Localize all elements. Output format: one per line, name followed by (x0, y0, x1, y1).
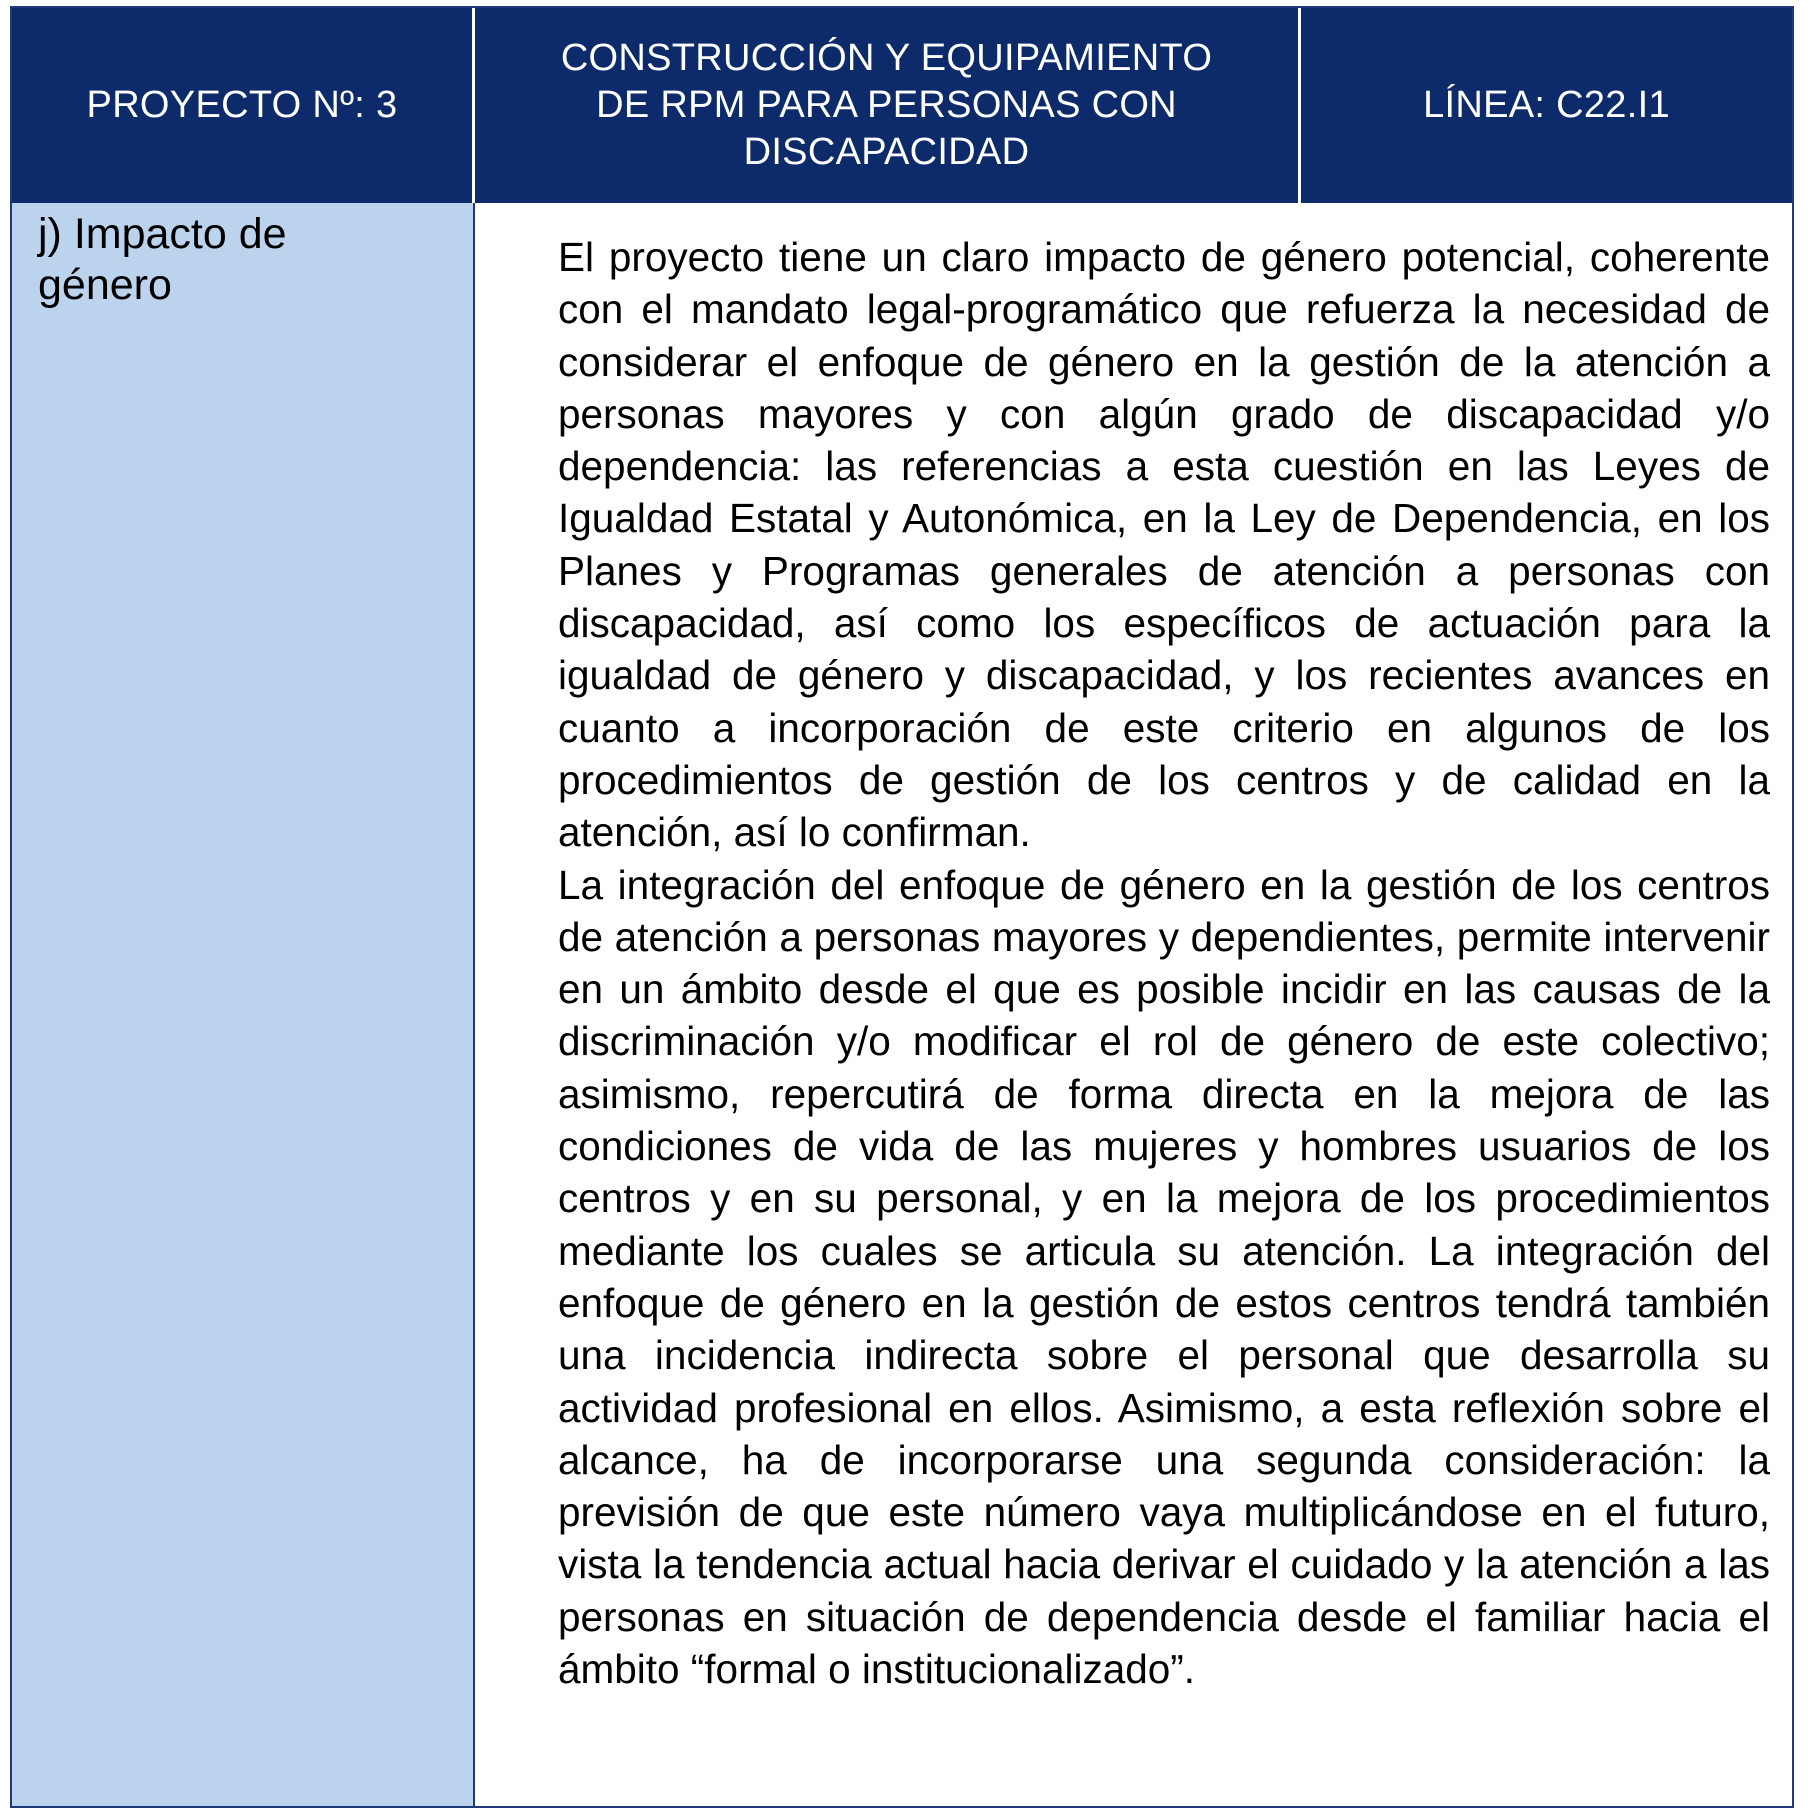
section-content-cell (475, 203, 1792, 1806)
project-title-line: DE RPM PARA PERSONAS CON (596, 84, 1177, 126)
project-title (561, 35, 1212, 176)
line-code-cell (1301, 8, 1792, 203)
section-label-line: j) Impacto de (38, 210, 287, 258)
project-sheet-table (10, 6, 1794, 1808)
table-header (12, 8, 1792, 203)
line-code-label: LÍNEA: C22.I1 (1423, 84, 1670, 126)
project-title-line: CONSTRUCCIÓN Y EQUIPAMIENTO (560, 37, 1213, 79)
content-paragraph: La integración del enfoque de género en la gestión de los centros de atención a personas mayores y dependientes, permite intervenir en un ámbito desde el que es posible incidir en las causas de la discriminación y/o modificar el rol de género de este colectivo; asimismo, repercutirá de forma directa en la mejora de las condiciones de vida de las mujeres y hombres usuarios de los centros y en su personal, y en la mejora de los procedimientos mediante los cuales se articula su atención. La integración del enfoque de género en la gestión de estos centros tendrá también una incidencia indirecta sobre el personal que desarrolla su actividad profesional en ellos. Asimismo, a esta reflexión sobre el alcance, ha de incorporarse una segunda consideración: la previsión de que este número vaya multiplicándose en el futuro, vista la tendencia actual hacia derivar el cuidado y la atención a las personas en situación de dependencia desde el familiar hacia el ámbito “formal o institucionalizado”. (558, 861, 1770, 1693)
content-paragraph: El proyecto tiene un claro impacto de género potencial, coherente con el mandato legal-programático que refuerza la necesidad de considerar el enfoque de género en la gestión de la atención a personas mayores y con algún grado de discapacidad y/o dependencia: las referencias a esta cuestión en las Leyes de Igualdad Estatal y Autonómica, en la Ley de Dependencia, en los Planes y Programas generales de atención a personas con discapacidad, así como los específicos de actuación para la igualdad de género y discapacidad, y los recientes avances en cuanto a incorporación de este criterio en algunos de los procedimientos de gestión de los centros y de calidad en la atención, así lo confirman. (558, 234, 1770, 856)
section-label-cell (12, 203, 475, 1806)
project-title-cell (475, 8, 1301, 203)
project-title-line: DISCAPACIDAD (743, 131, 1030, 173)
section-label-line: género (38, 261, 172, 309)
project-number-label: PROYECTO Nº: 3 (86, 84, 398, 126)
project-number-cell (12, 8, 475, 203)
table-row (12, 203, 1792, 1806)
